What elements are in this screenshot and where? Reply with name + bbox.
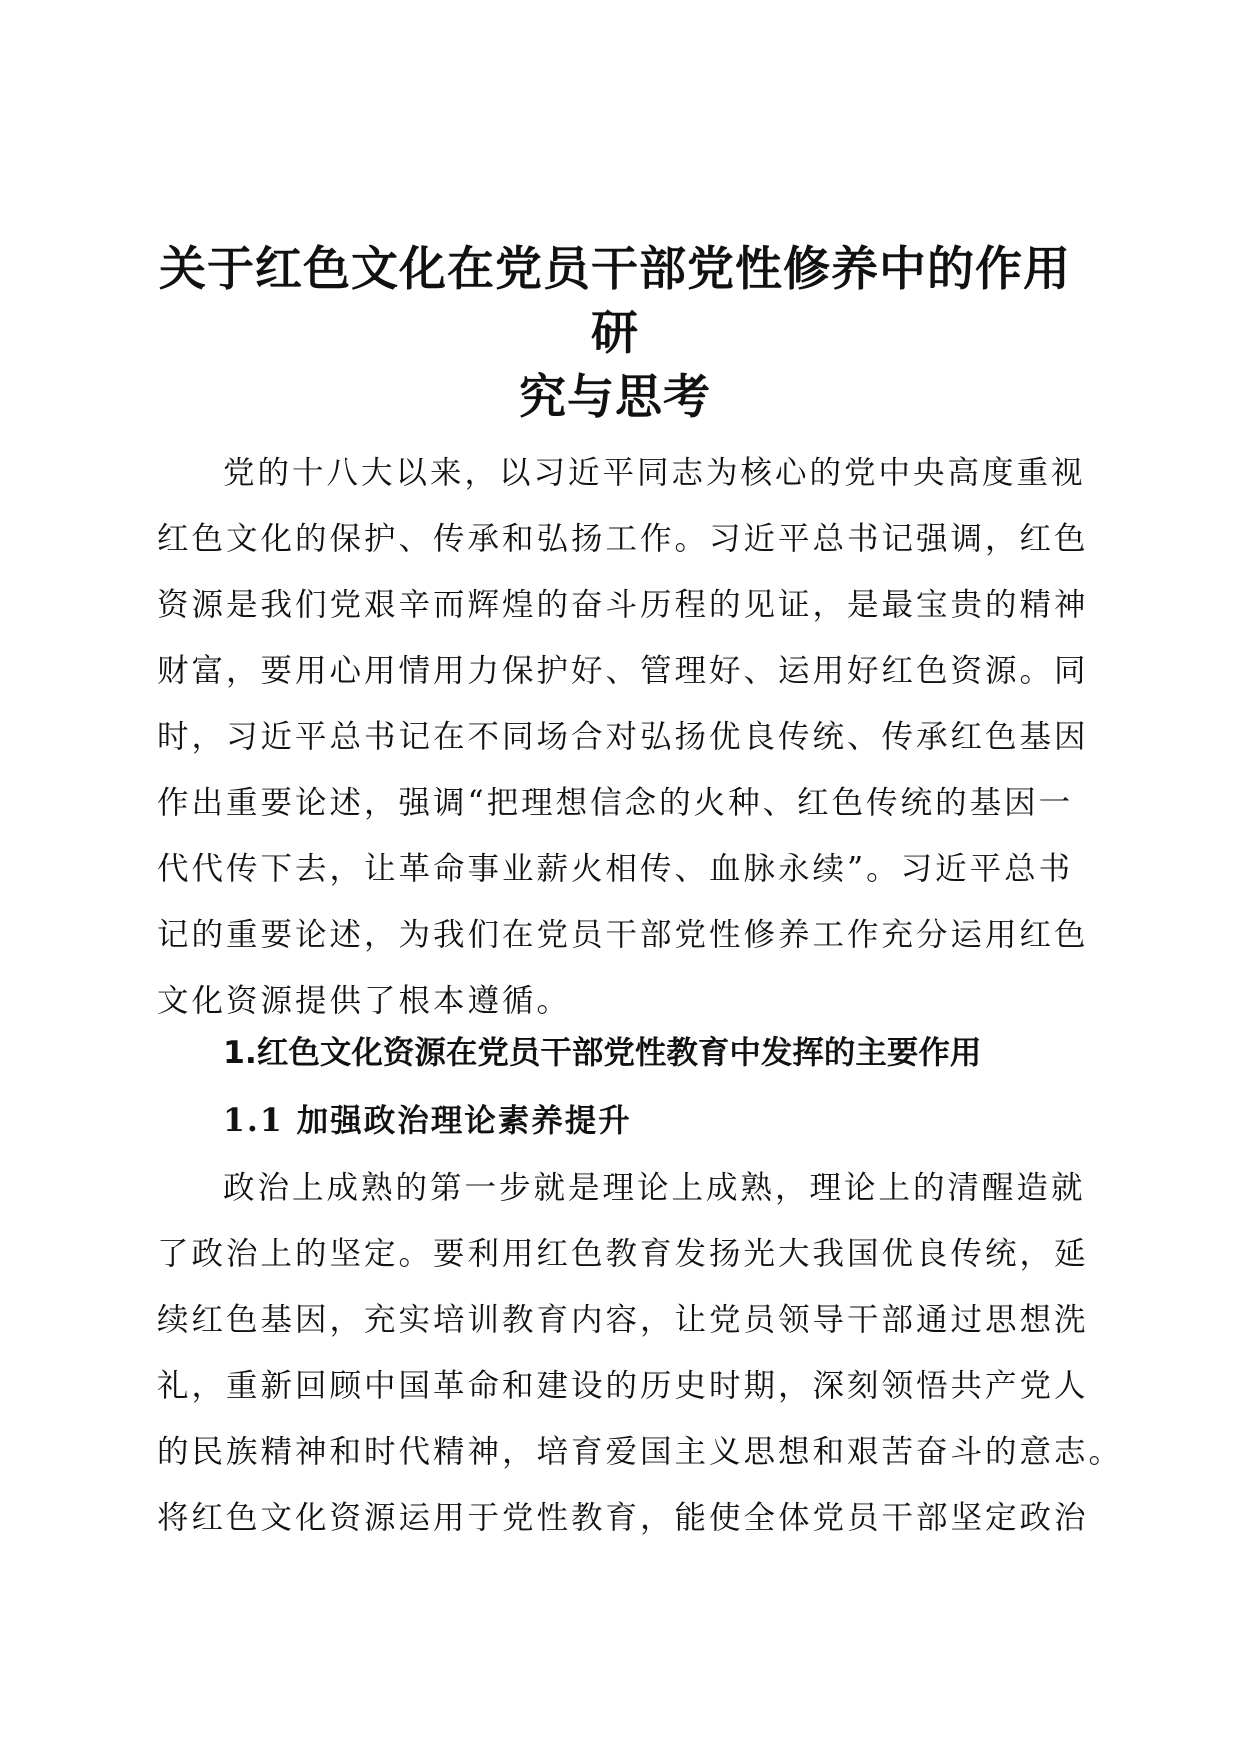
paragraph-line: 文化资源提供了根本遵循。 <box>157 983 572 1019</box>
title-line: 究与思考 <box>519 370 711 425</box>
paragraph-line: 将红色文化资源运用于党性教育，能使全体党员干部坚定政治 <box>157 1500 1089 1536</box>
paragraph-line: 党的十八大以来，以习近平同志为核心的党中央高度重视 <box>223 455 1086 491</box>
section-heading: 1.红色文化资源在党员干部党性教育中发挥的主要作用 <box>223 1035 982 1071</box>
subsection-heading: 1.1 加强政治理论素养提升 <box>223 1102 632 1139</box>
document-title <box>150 238 1080 430</box>
paragraph-line: 财富，要用心用情用力保护好、管理好、运用好红色资源。同 <box>157 653 1089 689</box>
paragraph-line: 的民族精神和时代精神，培育爱国主义思想和艰苦奋斗的意志。 <box>157 1434 1124 1470</box>
paragraph-line: 续红色基因，充实培训教育内容，让党员领导干部通过思想洗 <box>157 1302 1089 1338</box>
paragraph-line: 记的重要论述，为我们在党员干部党性修养工作充分运用红色 <box>157 917 1089 953</box>
paragraph-line: 时，习近平总书记在不同场合对弘扬优良传统、传承红色基因 <box>157 719 1089 755</box>
paragraph-line: 礼，重新回顾中国革命和建设的历史时期，深刻领悟共产党人 <box>157 1368 1089 1404</box>
paragraph-line: 资源是我们党艰辛而辉煌的奋斗历程的见证，是最宝贵的精神 <box>157 587 1089 623</box>
paragraph-line: 代代传下去，让革命事业薪火相传、血脉永续”。习近平总书 <box>157 851 1074 887</box>
intro-paragraph <box>157 440 1087 1034</box>
paragraph-line: 作出重要论述，强调“把理想信念的火种、红色传统的基因一 <box>157 785 1074 821</box>
paragraph-line: 政治上成熟的第一步就是理论上成熟，理论上的清醒造就 <box>223 1170 1086 1206</box>
body-paragraph <box>157 1155 1124 1551</box>
paragraph-line: 了政治上的坚定。要利用红色教育发扬光大我国优良传统，延 <box>157 1236 1089 1272</box>
title-line: 关于红色文化在党员干部党性修养中的作用研 <box>159 242 1071 361</box>
paragraph-line: 红色文化的保护、传承和弘扬工作。习近平总书记强调，红色 <box>157 521 1089 557</box>
